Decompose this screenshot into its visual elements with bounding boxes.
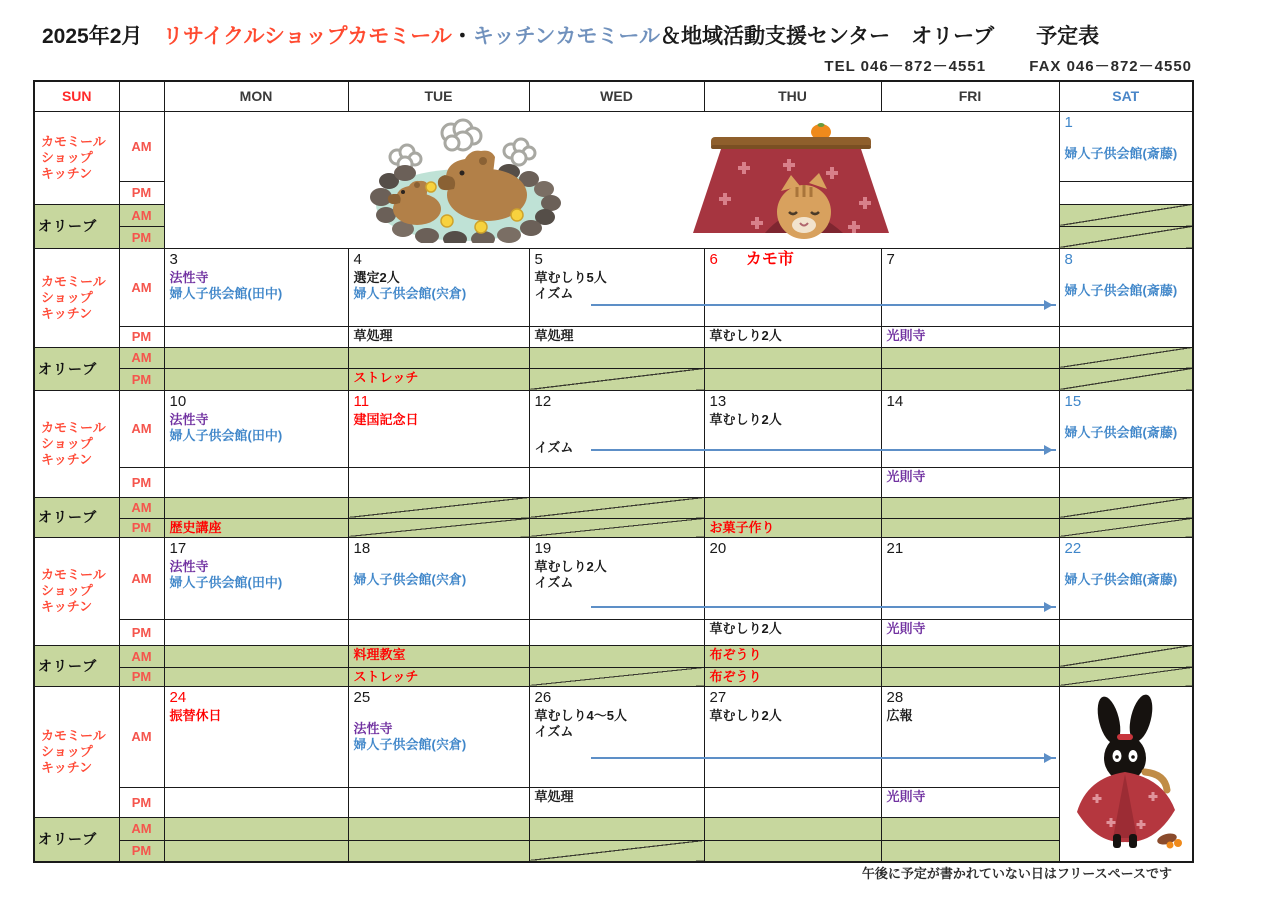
schedule-entry: 婦人子供会館(斎藤) bbox=[1064, 571, 1178, 587]
schedule-entry: イズム bbox=[534, 439, 574, 455]
date-line bbox=[170, 250, 343, 270]
date-line bbox=[170, 539, 343, 559]
day-cell-wed bbox=[529, 390, 704, 467]
schedule-entry: 草むしり4～5人 bbox=[534, 707, 627, 723]
week-5-row-olive-pm bbox=[34, 840, 1193, 862]
row-label-shop-line: カモミール bbox=[41, 133, 106, 149]
olive-pm-cell-sat bbox=[1059, 518, 1193, 537]
date-number: 15 bbox=[1064, 392, 1082, 410]
olive-am-cell-tue bbox=[348, 497, 529, 518]
date-line bbox=[710, 539, 876, 559]
date-number: 28 bbox=[886, 688, 904, 706]
am-label: AM bbox=[119, 645, 164, 667]
date-number: 13 bbox=[709, 392, 727, 410]
schedule-entry: 料理教室 bbox=[353, 646, 406, 662]
olive-pm-cell-sat bbox=[1059, 667, 1193, 686]
schedule-entry: 法性寺 bbox=[169, 558, 209, 574]
schedule-entry: 法性寺 bbox=[169, 411, 209, 427]
olive-am-cell-tue bbox=[348, 817, 529, 840]
day-cell-wed bbox=[529, 326, 704, 347]
day-cell-wed bbox=[529, 619, 704, 645]
fax-number: FAX 046－872－4550 bbox=[1029, 58, 1192, 75]
row-label-olive: オリーブ bbox=[34, 645, 119, 686]
pm-label: PM bbox=[119, 368, 164, 390]
day-cell-fri bbox=[881, 619, 1059, 645]
olive-pm-cell-mon bbox=[164, 518, 348, 537]
week-3-row-pm bbox=[34, 467, 1193, 497]
schedule-entry: 婦人子供会館(田中) bbox=[169, 285, 283, 301]
pm-label: PM bbox=[119, 467, 164, 497]
row-label-shop bbox=[34, 537, 119, 645]
week1-illustration-cell bbox=[164, 111, 1059, 248]
day-cell-wed bbox=[529, 787, 704, 817]
date-line bbox=[535, 688, 699, 708]
date-line bbox=[887, 539, 1054, 559]
schedule-entry: 草むしり2人 bbox=[709, 620, 782, 636]
week-2-row-olive-pm bbox=[34, 368, 1193, 390]
olive-am-cell-sat bbox=[1059, 347, 1193, 368]
schedule-entry: 草むしり5人 bbox=[534, 269, 607, 285]
date-line bbox=[710, 688, 876, 708]
date-number: 27 bbox=[709, 688, 727, 706]
schedule-entry: 布ぞうり bbox=[709, 668, 762, 684]
am-label: AM bbox=[119, 390, 164, 467]
olive-am-cell-mon bbox=[164, 817, 348, 840]
date-line bbox=[1065, 392, 1188, 412]
day-cell-mon bbox=[164, 787, 348, 817]
olive-am-cell-mon bbox=[164, 347, 348, 368]
date-number: 26 bbox=[534, 688, 552, 706]
title-kitchen-name: キッチンカモミール bbox=[472, 25, 660, 48]
day-cell-tue bbox=[348, 787, 529, 817]
schedule-entry: 草処理 bbox=[353, 327, 393, 343]
am-label: AM bbox=[119, 686, 164, 787]
schedule-entry: 法性寺 bbox=[353, 720, 393, 736]
row-label-shop-line: カモミール bbox=[41, 419, 106, 435]
row-label-shop-line: キッチン bbox=[41, 759, 93, 775]
row-label-shop-line: ショップ bbox=[41, 743, 93, 759]
day-cell-tue bbox=[348, 326, 529, 347]
olive-pm-cell-sat bbox=[1059, 368, 1193, 390]
day-cell-fri bbox=[881, 537, 1059, 619]
row-label-olive: オリーブ bbox=[34, 497, 119, 537]
schedule-entry: 光則寺 bbox=[886, 327, 926, 343]
schedule-entry: 広報 bbox=[886, 707, 913, 723]
pm-label: PM bbox=[119, 840, 164, 862]
date-line bbox=[170, 392, 343, 412]
olive-am-cell-thu bbox=[704, 347, 881, 368]
date-number: 11 bbox=[353, 392, 370, 410]
am-label: AM bbox=[119, 204, 164, 226]
date-line bbox=[535, 392, 699, 412]
week-3-row-am bbox=[34, 390, 1193, 467]
date-line bbox=[710, 250, 876, 270]
header-blank bbox=[119, 81, 164, 111]
row-label-shop-line: キッチン bbox=[41, 305, 93, 321]
row-label-olive: オリーブ bbox=[34, 204, 119, 248]
date-number: 7 bbox=[886, 250, 895, 268]
week-2-row-am bbox=[34, 248, 1193, 326]
olive-pm-cell-fri bbox=[881, 667, 1059, 686]
olive-pm-cell-fri bbox=[881, 368, 1059, 390]
day-cell-sat bbox=[1059, 537, 1193, 619]
week-4-row-olive-pm bbox=[34, 667, 1193, 686]
date-number: 1 bbox=[1064, 113, 1073, 131]
day-cell-mon bbox=[164, 537, 348, 619]
schedule-entry: 婦人子供会館(斎藤) bbox=[1064, 282, 1178, 298]
date-number: 14 bbox=[886, 392, 904, 410]
rabbit-furoshiki-illustration bbox=[1067, 692, 1185, 850]
day-cell-thu bbox=[704, 326, 881, 347]
am-label: AM bbox=[119, 537, 164, 619]
day-cell-mon bbox=[164, 619, 348, 645]
olive-pm-cell-tue bbox=[348, 667, 529, 686]
olive-am-cell-fri bbox=[881, 817, 1059, 840]
date-number: 18 bbox=[353, 539, 371, 557]
schedule-entry: 婦人子供会館(田中) bbox=[169, 574, 283, 590]
day-cell-tue bbox=[348, 390, 529, 467]
row-label-shop-line: ショップ bbox=[41, 149, 93, 165]
date-number: 8 bbox=[1064, 250, 1073, 268]
date-number: 10 bbox=[169, 392, 187, 410]
title-suffix: ＆地域活動支援センター オリーブ 予定表 bbox=[660, 25, 1100, 48]
olive-pm-cell-mon bbox=[164, 667, 348, 686]
header-mon: MON bbox=[164, 81, 348, 111]
day-cell-mon bbox=[164, 326, 348, 347]
day-cell-thu bbox=[704, 467, 881, 497]
day-cell-fri bbox=[881, 390, 1059, 467]
olive-am-cell-wed bbox=[529, 817, 704, 840]
schedule-table bbox=[33, 80, 1194, 863]
date-number: 4 bbox=[353, 250, 362, 268]
day-cell-mon bbox=[164, 390, 348, 467]
date-number: 6 bbox=[709, 250, 718, 268]
olive-pm-cell-wed bbox=[529, 840, 704, 862]
schedule-entry: 布ぞうり bbox=[709, 646, 762, 662]
schedule-entry: イズム bbox=[534, 285, 574, 301]
week-4-row-pm bbox=[34, 619, 1193, 645]
header-thu: THU bbox=[704, 81, 881, 111]
row-label-shop-line: カモミール bbox=[41, 567, 106, 582]
pm-label: PM bbox=[119, 326, 164, 347]
schedule-entry: 婦人子供会館(宍倉) bbox=[353, 571, 467, 587]
footer-note: 午後に予定が書かれていない日はフリースペースです bbox=[861, 866, 1172, 881]
day-cell-thu bbox=[704, 248, 881, 326]
date-number: 22 bbox=[1064, 539, 1082, 557]
date-line bbox=[1065, 113, 1188, 133]
olive-pm-cell-mon bbox=[164, 840, 348, 862]
schedule-entry: イズム bbox=[534, 723, 574, 739]
date-number: 19 bbox=[534, 539, 552, 557]
schedule-table-wrapper bbox=[33, 80, 1192, 863]
day-cell-fri bbox=[881, 686, 1059, 787]
olive-am-cell-sat bbox=[1059, 497, 1193, 518]
day-cell-fri bbox=[881, 326, 1059, 347]
day-cell-wed bbox=[529, 537, 704, 619]
day-cell-fri bbox=[881, 787, 1059, 817]
pm-label: PM bbox=[119, 787, 164, 817]
date-line bbox=[887, 688, 1054, 708]
olive-pm-cell-mon bbox=[164, 368, 348, 390]
olive-am-cell-fri bbox=[881, 645, 1059, 667]
week-3-row-olive-am bbox=[34, 497, 1193, 518]
title-month: 2025年2月 bbox=[42, 25, 143, 48]
row-label-shop-line: カモミール bbox=[41, 727, 106, 743]
day-cell-thu bbox=[704, 686, 881, 787]
header-fri: FRI bbox=[881, 81, 1059, 111]
header-sun: SUN bbox=[34, 81, 119, 111]
am-label: AM bbox=[119, 248, 164, 326]
row-label-shop-line: キッチン bbox=[41, 599, 93, 614]
row-label-olive: オリーブ bbox=[34, 347, 119, 390]
schedule-entry: 婦人子供会館(宍倉) bbox=[353, 736, 467, 752]
day-cell-sat bbox=[1059, 181, 1193, 204]
pm-label: PM bbox=[119, 518, 164, 537]
day-cell-thu bbox=[704, 619, 881, 645]
day-cell-mon bbox=[164, 248, 348, 326]
olive-pm-cell-fri bbox=[881, 518, 1059, 537]
week-4-row-am bbox=[34, 537, 1193, 619]
day-cell-tue bbox=[348, 467, 529, 497]
day-cell-wed bbox=[529, 467, 704, 497]
schedule-entry: 草処理 bbox=[534, 788, 574, 804]
olive-am-cell-thu bbox=[704, 817, 881, 840]
olive-am-cell-thu bbox=[704, 645, 881, 667]
day-cell-sat bbox=[1059, 467, 1193, 497]
date-line bbox=[1065, 539, 1188, 559]
schedule-entry: 草むしり2人 bbox=[709, 327, 782, 343]
pm-label: PM bbox=[119, 667, 164, 686]
olive-am-cell-wed bbox=[529, 347, 704, 368]
date-line bbox=[170, 688, 343, 708]
day-cell-tue bbox=[348, 619, 529, 645]
olive-am-cell-tue bbox=[348, 347, 529, 368]
olive-am-cell-fri bbox=[881, 497, 1059, 518]
schedule-entry: イズム bbox=[534, 574, 574, 590]
header-sat: SAT bbox=[1059, 81, 1193, 111]
schedule-entry: お菓子作り bbox=[709, 519, 775, 535]
am-label: AM bbox=[119, 347, 164, 368]
schedule-entry: ストレッチ bbox=[353, 369, 419, 385]
date-line bbox=[887, 250, 1054, 270]
week-5-row-pm bbox=[34, 787, 1193, 817]
date-number: 24 bbox=[169, 688, 187, 706]
schedule-entry: ストレッチ bbox=[353, 668, 419, 684]
pm-label: PM bbox=[119, 226, 164, 248]
day-cell-sat bbox=[1059, 111, 1193, 181]
row-label-shop bbox=[34, 686, 119, 817]
week-2-row-olive-am bbox=[34, 347, 1193, 368]
olive-pm-cell-fri bbox=[881, 840, 1059, 862]
schedule-entry: 草むしり2人 bbox=[709, 411, 782, 427]
kotatsu-cat-illustration bbox=[669, 117, 894, 243]
week-1-row-am bbox=[34, 111, 1193, 181]
row-label-shop-line: ショップ bbox=[41, 435, 93, 451]
week-3-row-olive-pm bbox=[34, 518, 1193, 537]
olive-am-cell-thu bbox=[704, 497, 881, 518]
day-cell-wed bbox=[529, 686, 704, 787]
schedule-entry: 草処理 bbox=[534, 327, 574, 343]
date-number: 5 bbox=[534, 250, 543, 268]
week-5-row-olive-am bbox=[34, 817, 1193, 840]
date-number: 21 bbox=[886, 539, 904, 557]
day-cell-thu bbox=[704, 787, 881, 817]
day-cell-tue bbox=[348, 537, 529, 619]
row-label-olive: オリーブ bbox=[34, 817, 119, 862]
row-label-shop-line: ショップ bbox=[41, 289, 93, 305]
date-number: 3 bbox=[169, 250, 178, 268]
schedule-entry: 草むしり2人 bbox=[709, 707, 782, 723]
date-line bbox=[354, 539, 524, 559]
date-line bbox=[887, 392, 1054, 412]
olive-pm-cell-thu bbox=[704, 840, 881, 862]
date-line bbox=[354, 688, 524, 708]
day-cell-sat bbox=[1059, 248, 1193, 326]
date-line bbox=[354, 392, 524, 412]
day-cell-fri bbox=[881, 467, 1059, 497]
title-shop-name: リサイクルショップカモミール bbox=[162, 25, 452, 48]
day-cell-sat bbox=[1059, 326, 1193, 347]
day-cell-mon bbox=[164, 467, 348, 497]
schedule-entry: 婦人子供会館(田中) bbox=[169, 427, 283, 443]
schedule-entry: 振替休日 bbox=[169, 707, 222, 723]
pm-label: PM bbox=[119, 619, 164, 645]
row-label-shop bbox=[34, 248, 119, 347]
olive-pm-cell-wed bbox=[529, 518, 704, 537]
date-line bbox=[1065, 250, 1188, 270]
day-cell-tue bbox=[348, 248, 529, 326]
schedule-entry: 歴史講座 bbox=[169, 519, 222, 535]
schedule-entry: 婦人子供会館(宍倉) bbox=[353, 285, 467, 301]
schedule-entry: 建国記念日 bbox=[353, 411, 419, 427]
day-cell-thu bbox=[704, 537, 881, 619]
pm-label: PM bbox=[119, 181, 164, 204]
day-cell-tue bbox=[348, 686, 529, 787]
schedule-entry: 法性寺 bbox=[169, 269, 209, 285]
event-highlight: カモ市 bbox=[745, 250, 794, 268]
row-label-shop-line: カモミール bbox=[41, 273, 106, 289]
olive-am-cell-wed bbox=[529, 497, 704, 518]
page-title bbox=[42, 20, 1099, 50]
am-label: AM bbox=[119, 817, 164, 840]
olive-pm-cell-thu bbox=[704, 518, 881, 537]
schedule-entry: 光則寺 bbox=[886, 788, 926, 804]
olive-pm-cell-wed bbox=[529, 667, 704, 686]
date-number: 17 bbox=[169, 539, 187, 557]
day-cell-sat bbox=[1059, 390, 1193, 467]
tel-number: TEL 046－872－4551 bbox=[824, 58, 987, 75]
date-line bbox=[710, 392, 876, 412]
day-cell-wed bbox=[529, 248, 704, 326]
olive-am-cell-wed bbox=[529, 645, 704, 667]
olive-pm-cell-wed bbox=[529, 368, 704, 390]
date-line bbox=[535, 539, 699, 559]
schedule-entry: 選定2人 bbox=[353, 269, 400, 285]
olive-pm-cell-tue bbox=[348, 368, 529, 390]
schedule-entry: 光則寺 bbox=[886, 620, 926, 636]
date-number: 25 bbox=[353, 688, 371, 706]
olive-pm-cell-tue bbox=[348, 840, 529, 862]
header-tue: TUE bbox=[348, 81, 529, 111]
week-2-row-pm bbox=[34, 326, 1193, 347]
olive-am-cell-sat bbox=[1059, 204, 1193, 226]
date-line bbox=[535, 250, 699, 270]
week-5-row-am bbox=[34, 686, 1193, 787]
olive-am-cell-tue bbox=[348, 645, 529, 667]
row-label-shop-line: ショップ bbox=[41, 583, 93, 598]
day-cell-mon bbox=[164, 686, 348, 787]
row-label-shop-line: キッチン bbox=[41, 451, 93, 467]
schedule-entry: 光則寺 bbox=[886, 468, 926, 484]
contact-info bbox=[33, 55, 1192, 76]
schedule-entry: 婦人子供会館(斎藤) bbox=[1064, 424, 1178, 440]
saturday-illustration-cell bbox=[1059, 686, 1193, 862]
date-number: 12 bbox=[534, 392, 552, 410]
olive-am-cell-mon bbox=[164, 497, 348, 518]
am-label: AM bbox=[119, 111, 164, 181]
day-cell-thu bbox=[704, 390, 881, 467]
olive-pm-cell-thu bbox=[704, 368, 881, 390]
olive-am-cell-mon bbox=[164, 645, 348, 667]
date-line bbox=[354, 250, 524, 270]
day-cell-fri bbox=[881, 248, 1059, 326]
olive-pm-cell-sat bbox=[1059, 226, 1193, 248]
header-wed: WED bbox=[529, 81, 704, 111]
week-4-row-olive-am bbox=[34, 645, 1193, 667]
row-label-shop bbox=[34, 390, 119, 497]
row-label-shop-line: キッチン bbox=[41, 165, 93, 181]
schedule-entry: 草むしり2人 bbox=[534, 558, 607, 574]
olive-am-cell-sat bbox=[1059, 645, 1193, 667]
am-label: AM bbox=[119, 497, 164, 518]
olive-pm-cell-thu bbox=[704, 667, 881, 686]
schedule-entry: 婦人子供会館(斎藤) bbox=[1064, 145, 1178, 161]
olive-am-cell-fri bbox=[881, 347, 1059, 368]
weekday-header-row bbox=[34, 81, 1193, 111]
date-number: 20 bbox=[709, 539, 727, 557]
row-label-shop bbox=[34, 111, 119, 204]
illustration-row bbox=[165, 117, 1059, 243]
olive-pm-cell-tue bbox=[348, 518, 529, 537]
capybara-hot-spring-illustration bbox=[359, 117, 574, 243]
day-cell-sat bbox=[1059, 619, 1193, 645]
title-separator: ・ bbox=[451, 25, 473, 48]
